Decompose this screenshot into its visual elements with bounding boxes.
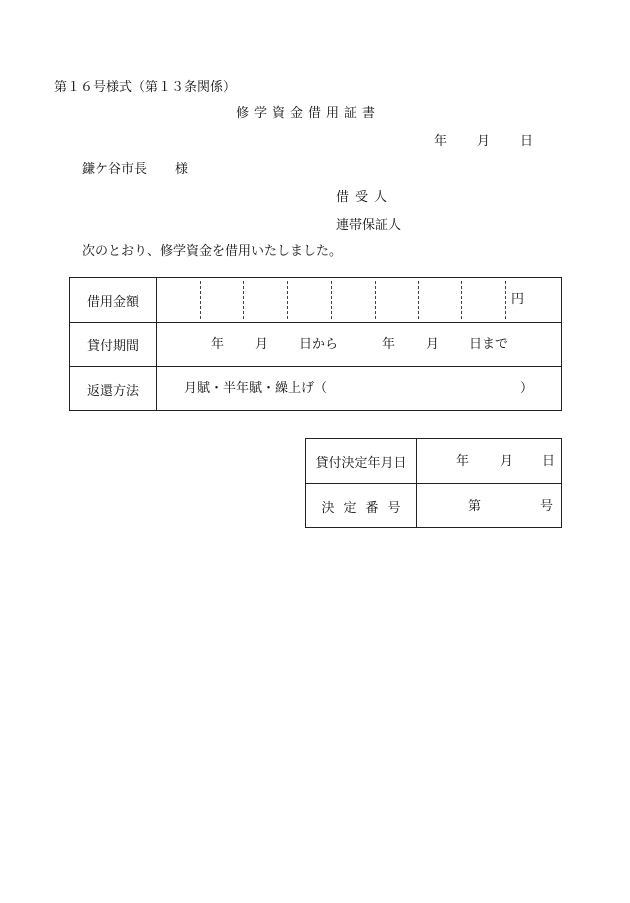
date-day-label: 日 — [520, 134, 534, 149]
period-label: 貸付期間 — [70, 323, 157, 366]
period-start-day: 日から — [299, 337, 339, 352]
table-row-period — [70, 323, 561, 367]
decision-number-label: 決定番号 — [306, 484, 417, 528]
digit-divider — [287, 281, 288, 319]
decision-date-label: 貸付決定年月日 — [306, 439, 417, 483]
document-title: 修学資金借用証書 — [236, 106, 381, 121]
digit-divider — [200, 281, 201, 319]
loan-details-table — [69, 277, 562, 411]
amount-label: 借用金額 — [70, 278, 157, 322]
table-row-amount — [70, 278, 561, 323]
table-row-decision-number — [306, 484, 561, 528]
period-end-year: 年 — [382, 337, 396, 352]
period-end-month: 月 — [426, 337, 440, 352]
amount-unit: 円 — [511, 292, 525, 307]
repayment-close-paren: ） — [520, 381, 534, 396]
decision-date-year: 年 — [456, 454, 470, 469]
addressee-name: 鎌ケ谷市長 — [82, 162, 148, 177]
digit-divider — [331, 281, 332, 319]
decision-number-suffix: 号 — [540, 499, 554, 514]
digit-divider — [461, 281, 462, 319]
table-row-repayment — [70, 367, 561, 411]
guarantor-label: 連帯保証人 — [336, 218, 402, 233]
digit-divider — [418, 281, 419, 319]
form-number: 第１６号様式（第１３条関係） — [54, 80, 237, 95]
document-date — [434, 134, 533, 150]
period-start-month: 月 — [255, 337, 269, 352]
digit-divider — [375, 281, 376, 319]
repayment-options: 月賦・半年賦・繰上げ（ — [184, 381, 328, 396]
date-year-label: 年 — [434, 134, 448, 149]
decision-date-month: 月 — [500, 454, 514, 469]
repayment-label: 返還方法 — [70, 367, 157, 411]
date-month-label: 月 — [477, 134, 491, 149]
table-row-decision-date — [306, 439, 561, 484]
intro-text: 次のとおり、修学資金を借用いたしました。 — [82, 244, 343, 259]
decision-number-prefix: 第 — [468, 499, 482, 514]
period-end-day: 日まで — [469, 337, 509, 352]
decision-date-day: 日 — [542, 454, 556, 469]
digit-divider — [243, 281, 244, 319]
addressee — [82, 162, 188, 178]
period-start-year: 年 — [211, 337, 225, 352]
addressee-honorific: 様 — [175, 162, 189, 177]
decision-table — [305, 438, 562, 528]
digit-divider — [505, 281, 506, 319]
borrower-label: 借受人 — [336, 190, 394, 205]
